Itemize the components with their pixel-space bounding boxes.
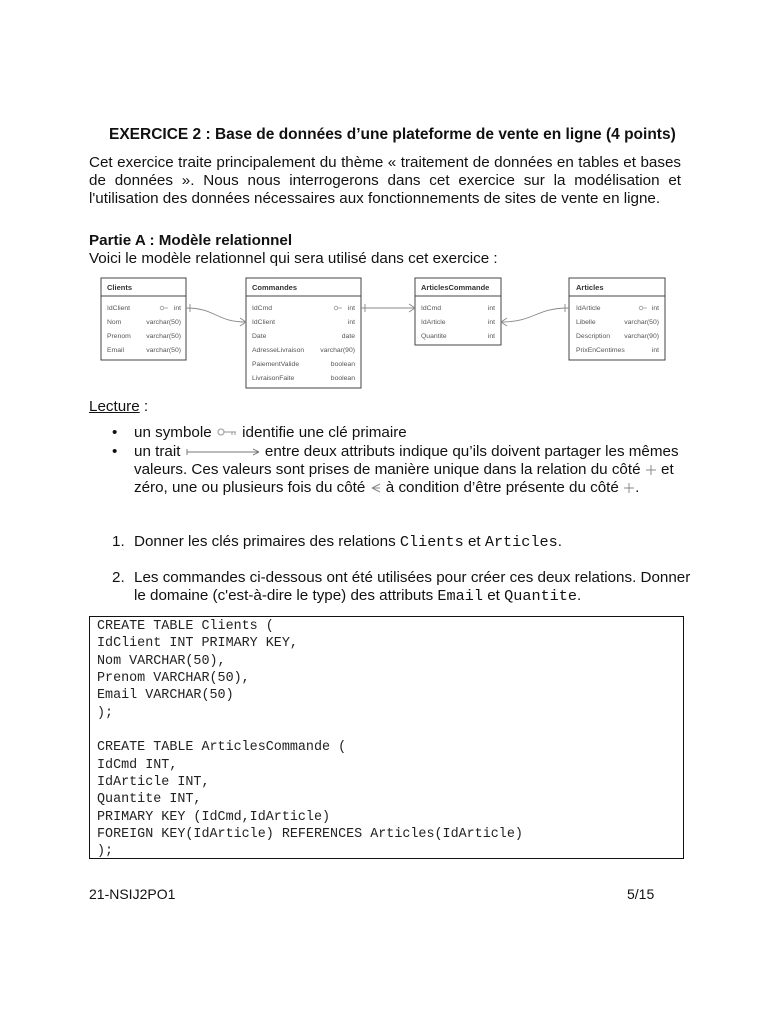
clients-field-0: IdClient — [107, 305, 131, 312]
bullet-2-line-1 — [134, 443, 682, 461]
sql-code: CREATE TABLE Clients ( IdClient INT PRIMARY KEY, Nom VARCHAR(50), Prenom VARCHAR(50), Email VARCHAR(50) ); CREATE TABLE ArticlesCommande ( IdCmd INT, IdArticle INT, Quantite INT, PRIMARY KEY (IdCmd,IdArticle) FOREIGN KEY(IdArticle) REFERENCES Articles(IdArticle) ); — [97, 619, 523, 860]
relation-articlescommande-articles — [501, 308, 569, 322]
footer-exam-code: 21-NSIJ2PO1 — [89, 886, 176, 902]
bullet-dot-1: • — [112, 424, 118, 441]
intro-line-2: de données ». Nous nous interrogerons dans cet exercice sur la modélisation et — [89, 172, 681, 189]
articles-field-3: PrixEnCentimes — [576, 347, 625, 354]
table-commandes — [246, 278, 361, 388]
bullet2-text-a: un trait — [134, 443, 181, 460]
ac-field-2: Quantite — [421, 333, 447, 340]
q1-code-1: Clients — [399, 533, 464, 551]
clients-field-3: Email — [107, 347, 124, 354]
bullet-2-line-3 — [134, 479, 682, 497]
q2-code-2: Quantite — [504, 587, 578, 605]
articles-field-0: IdArticle — [576, 305, 601, 312]
commandes-field-0: IdCmd — [252, 305, 273, 312]
relation-line-icon — [185, 447, 261, 457]
q1-text-c: . — [557, 533, 562, 550]
key-icon — [216, 428, 238, 438]
q2-text-c: . — [577, 587, 582, 604]
commandes-field-4: PaiementValide — [252, 361, 300, 368]
q1-text-a: Donner les clés primaires des relations — [134, 533, 400, 550]
ac-type-1: int — [487, 319, 495, 326]
commandes-table-name: Commandes — [252, 283, 298, 292]
ac-field-1: IdArticle — [421, 319, 446, 326]
q1-code-2: Articles — [484, 533, 558, 551]
question-2-number: 2. — [112, 569, 125, 586]
table-articles — [569, 278, 665, 360]
clients-type-2: varchar(50) — [146, 333, 181, 340]
part-a-title: Partie A : Modèle relationnel — [89, 232, 293, 249]
plus-one-icon — [645, 464, 657, 476]
table-clients — [101, 278, 186, 360]
lecture-colon: : — [139, 398, 149, 415]
q2-code-1: Email — [437, 587, 483, 605]
articles-type-1: varchar(50) — [624, 319, 659, 326]
bullet-dot-2: • — [112, 443, 118, 460]
ac-type-0: int — [487, 305, 495, 312]
commandes-field-3: AdresseLivraison — [252, 347, 305, 354]
question-2-line-1: Les commandes ci-dessous ont été utilisées pour créer ces deux relations. Donner — [134, 569, 691, 586]
commandes-type-0: int — [347, 305, 355, 312]
clients-type-0: int — [173, 305, 181, 312]
clients-table-name: Clients — [107, 283, 133, 292]
articles-field-2: Description — [576, 333, 610, 340]
articles-commande-table-name: ArticlesCommande — [421, 283, 490, 292]
bullet2-line2: valeurs. Ces valeurs sont prises de manière unique dans la relation du côté — [134, 461, 641, 478]
q2-text-b: et — [483, 587, 505, 604]
question-1 — [134, 533, 562, 551]
relational-diagram — [0, 270, 768, 395]
lecture-heading — [89, 398, 681, 416]
commandes-field-5: LivraisonFaite — [252, 375, 295, 382]
bullet1-text-b: identifie une clé primaire — [242, 424, 407, 441]
articles-type-0: int — [651, 305, 659, 312]
lecture-title: Lecture — [89, 398, 140, 415]
ac-field-0: IdCmd — [421, 305, 442, 312]
plus-one-icon — [623, 482, 635, 494]
bullet-1 — [134, 424, 682, 442]
clients-field-1: Nom — [107, 319, 122, 326]
table-articles-commande — [415, 278, 501, 345]
part-a-subtitle: Voici le modèle relationnel qui sera utilisé dans cet exercice : — [89, 250, 498, 267]
commandes-type-3: varchar(90) — [320, 347, 355, 354]
ac-type-2: int — [487, 333, 495, 340]
bullet2-text-b: entre deux attributs indique qu’ils doivent partager les mêmes — [264, 443, 679, 460]
commandes-type-1: int — [347, 319, 355, 326]
articles-type-2: varchar(90) — [624, 333, 659, 340]
bullet2-line2-end: et — [661, 461, 674, 478]
bullet-2-line-2 — [134, 461, 682, 479]
clients-type-3: varchar(50) — [146, 347, 181, 354]
commandes-type-5: boolean — [330, 375, 355, 382]
commandes-field-2: Date — [252, 333, 267, 340]
many-icon — [370, 482, 382, 494]
bullet2-line3-a: zéro, une ou plusieurs fois du côté — [134, 479, 366, 496]
q1-text-b: et — [463, 533, 485, 550]
bullet2-line3-b: à condition d’être présente du côté — [385, 479, 619, 496]
clients-field-2: Prenom — [107, 333, 131, 340]
bullet1-text-a: un symbole — [134, 424, 212, 441]
commandes-type-2: date — [341, 333, 355, 340]
relation-clients-commandes — [186, 308, 246, 322]
commandes-type-4: boolean — [330, 361, 355, 368]
articles-type-3: int — [651, 347, 659, 354]
clients-type-1: varchar(50) — [146, 319, 181, 326]
sql-code-box — [89, 616, 684, 859]
articles-field-1: Libelle — [576, 319, 596, 326]
footer-page-number: 5/15 — [627, 886, 655, 902]
question-1-number: 1. — [112, 533, 125, 550]
intro-line-1: Cet exercice traite principalement du thème « traitement de données en tables et bases — [89, 154, 681, 171]
intro-line-3: l'utilisation des données nécessaires aux fonctionnements de sites de vente en ligne. — [89, 190, 661, 207]
q2-text-a: le domaine (c'est-à-dire le type) des attributs — [134, 587, 438, 604]
bullet2-line3-end: . — [635, 479, 640, 496]
exercise-title: EXERCICE 2 : Base de données d’une plateforme de vente en ligne (4 points) — [109, 126, 676, 143]
question-2-line-2 — [134, 587, 581, 605]
commandes-field-1: IdClient — [252, 319, 276, 326]
articles-table-name: Articles — [576, 283, 604, 292]
